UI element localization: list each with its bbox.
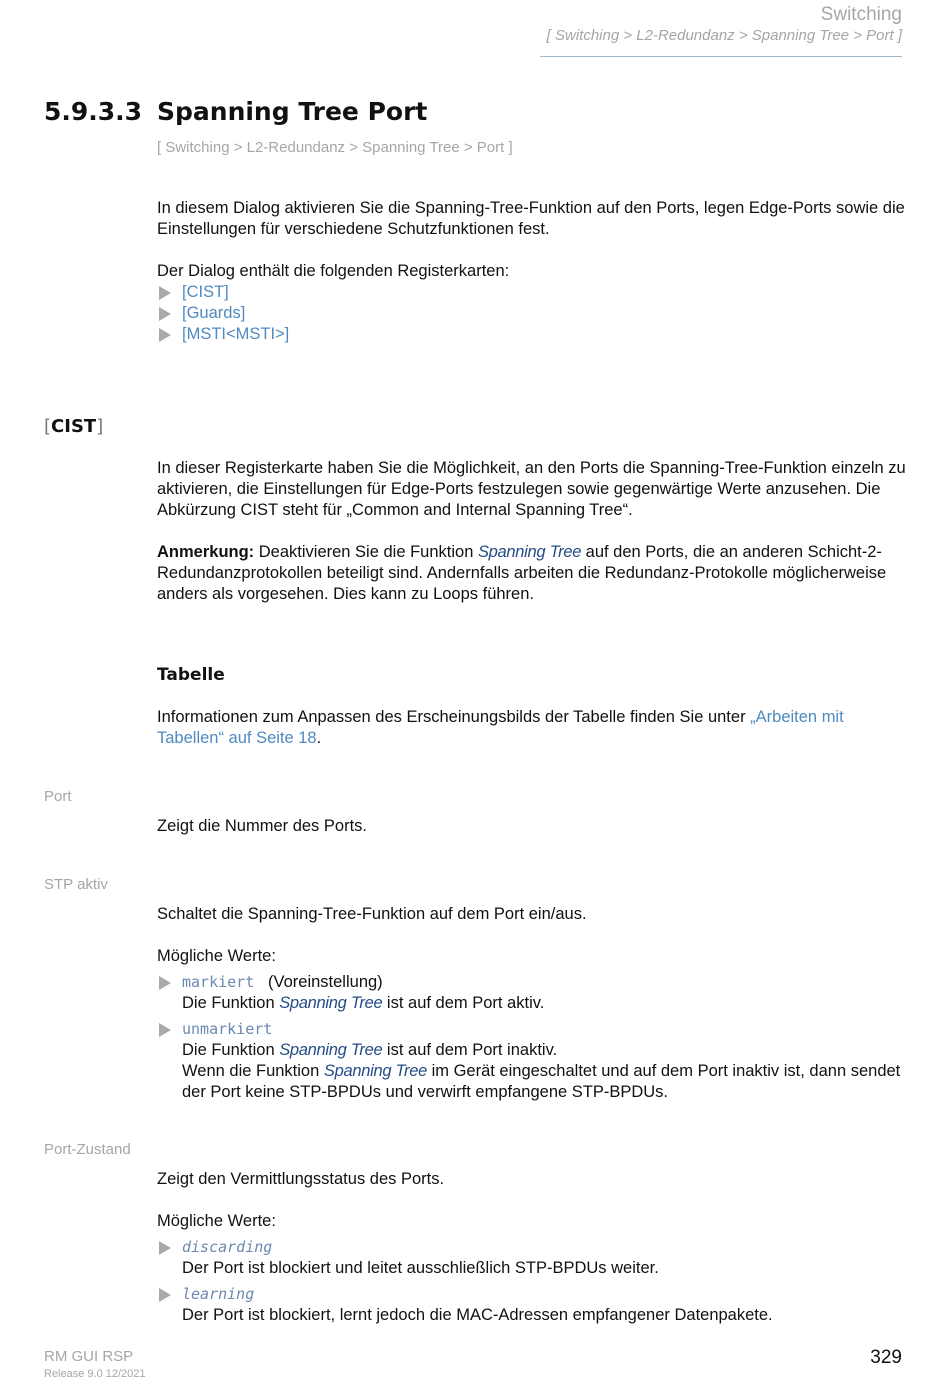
section-title: Spanning Tree Port xyxy=(157,97,428,126)
cist-heading xyxy=(44,416,103,437)
footer-release: Release 9.0 12/2021 xyxy=(44,1368,146,1380)
intro-block xyxy=(157,198,907,345)
value-desc: im Gerät eingeschaltet und auf dem Port inaktiv ist, dann sendet der Port keine STP-BPDUs und verwirft empfangene STP-BPDUs. xyxy=(182,1062,901,1101)
ui-element-name: Spanning Tree xyxy=(279,1041,383,1059)
bullet-triangle-icon xyxy=(159,1241,171,1255)
value-name: markiert xyxy=(182,973,255,991)
ui-element-name: Spanning Tree xyxy=(477,543,582,561)
note-text: Deaktivieren Sie die Funktion xyxy=(254,543,478,561)
bullet-triangle-icon xyxy=(159,307,171,321)
value-name: discarding xyxy=(182,1238,273,1256)
value-name: unmarkiert xyxy=(182,1020,273,1038)
value-desc: Wenn die Funktion xyxy=(182,1062,324,1080)
param-label-stp-aktiv: STP aktiv xyxy=(44,876,108,893)
bullet-triangle-icon xyxy=(159,976,171,990)
section-breadcrumb: [ Switching > L2-Redundanz > Spanning Tree > Port ] xyxy=(157,139,513,156)
footer-document-name: RM GUI RSP xyxy=(44,1348,134,1365)
tab-link-guards[interactable]: [Guards] xyxy=(182,304,246,322)
header-rule xyxy=(540,56,902,57)
note-text: auf den Ports, die an anderen Schicht-2-Redundanzprotokollen beteiligt sind. Andernfalls arbeiten die Redundanz-Protokolle möglicherweise anders als vorgesehen. Dies kann zu Loops führen. xyxy=(157,543,887,603)
value-item xyxy=(157,1284,907,1326)
note-label: Anmerkung: xyxy=(157,543,255,561)
bullet-triangle-icon xyxy=(159,328,171,342)
value-desc: ist auf dem Port inaktiv. xyxy=(382,1041,558,1059)
section-number: 5.9.3.3 xyxy=(44,97,143,126)
ui-element-name: Spanning Tree xyxy=(279,994,383,1012)
param-label-port: Port xyxy=(44,788,72,805)
tab-link-cist[interactable]: [CIST] xyxy=(182,283,229,301)
table-info-text: Informationen zum Anpassen des Erscheinungsbilds der Tabelle finden Sie unter xyxy=(157,708,751,726)
value-item xyxy=(157,972,907,1014)
running-header-title: Switching xyxy=(820,4,902,25)
cist-description: In dieser Registerkarte haben Sie die Möglichkeit, an den Ports die Spanning-Tree-Funktion einzeln zu aktivieren, die Einstellungen für Edge-Ports festzulegen sowie gegenwärtige Werte anzusehen. Die Abkürzung CIST steht für „Common and Internal Spanning Tree“. xyxy=(157,459,906,519)
value-desc: Der Port ist blockiert und leitet ausschließlich STP-BPDUs weiter. xyxy=(182,1259,659,1277)
cross-reference-link[interactable]: „Arbeiten mit Tabellen“ auf Seite 18 xyxy=(157,708,844,747)
bullet-triangle-icon xyxy=(159,1288,171,1302)
value-desc: Die Funktion xyxy=(182,994,280,1012)
param-block-port-zustand xyxy=(157,1169,907,1326)
param-desc: Schaltet die Spanning-Tree-Funktion auf dem Port ein/aus. xyxy=(157,905,587,923)
cist-heading-close: ] xyxy=(96,416,104,437)
value-desc: Die Funktion xyxy=(182,1041,280,1059)
ui-element-name: Spanning Tree xyxy=(323,1062,427,1080)
tab-list-item[interactable] xyxy=(157,303,907,324)
value-item xyxy=(157,1237,907,1279)
table-info xyxy=(157,707,907,749)
param-desc-port: Zeigt die Nummer des Ports. xyxy=(157,817,367,835)
param-label-port-zustand: Port-Zustand xyxy=(44,1141,131,1158)
bullet-triangle-icon xyxy=(159,286,171,300)
tab-link-msti[interactable]: [MSTI<MSTI>] xyxy=(182,325,290,343)
cist-block xyxy=(157,458,907,605)
cist-note xyxy=(157,542,907,605)
values-label: Mögliche Werte: xyxy=(157,947,276,965)
running-header-breadcrumb: [ Switching > L2-Redundanz > Spanning Tree > Port ] xyxy=(546,27,902,44)
param-desc: Zeigt den Vermittlungsstatus des Ports. xyxy=(157,1170,445,1188)
value-desc: ist auf dem Port aktiv. xyxy=(382,994,545,1012)
intro-paragraph: In diesem Dialog aktivieren Sie die Spanning-Tree-Funktion auf den Ports, legen Edge-Ports sowie die Einstellungen für verschiedene Schutzfunktionen fest. xyxy=(157,199,905,238)
intro-tabs-lead: Der Dialog enthält die folgenden Registerkarten: xyxy=(157,262,510,280)
values-label: Mögliche Werte: xyxy=(157,1212,276,1230)
value-item xyxy=(157,1019,907,1103)
tab-list-item[interactable] xyxy=(157,282,907,303)
cist-heading-text: CIST xyxy=(51,416,97,437)
tab-list-item[interactable] xyxy=(157,324,907,345)
page-number: 329 xyxy=(870,1347,902,1368)
value-default: (Voreinstellung) xyxy=(268,973,383,991)
bullet-triangle-icon xyxy=(159,1023,171,1037)
table-info-text: . xyxy=(316,729,322,747)
value-name: learning xyxy=(182,1285,255,1303)
cist-heading-open: [ xyxy=(44,416,52,437)
param-block-stp-aktiv xyxy=(157,904,907,1103)
table-heading: Tabelle xyxy=(157,665,225,685)
value-desc: Der Port ist blockiert, lernt jedoch die MAC-Adressen empfangener Datenpakete. xyxy=(182,1306,773,1324)
